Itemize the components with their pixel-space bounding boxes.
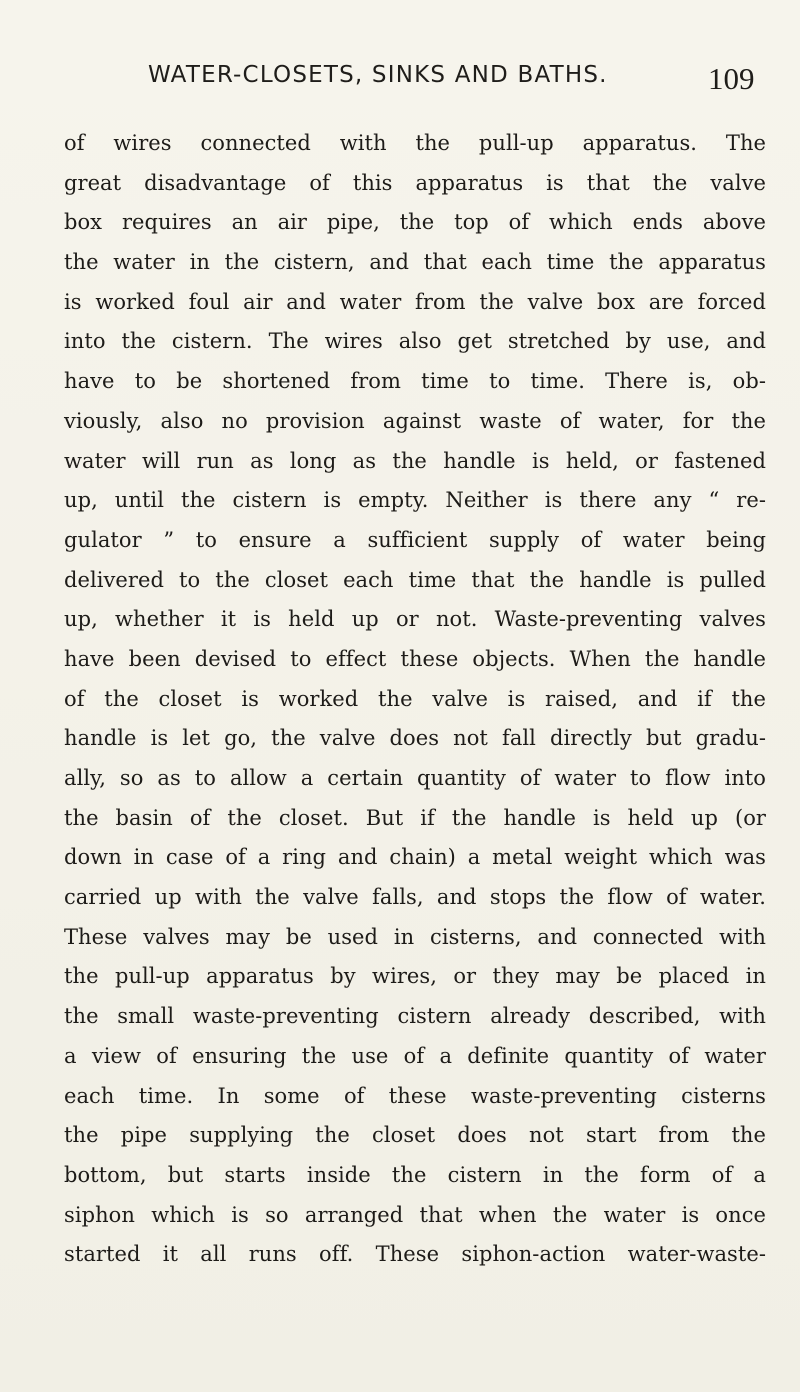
text-line: the pipe supplying the closet does not start from the <box>64 1123 766 1148</box>
text-line: the basin of the closet. But if the handle is held up (or <box>64 805 766 830</box>
text-line: siphon which is so arranged that when the water is once <box>64 1202 766 1227</box>
text-line: the water in the cistern, and that each time the apparatus <box>64 250 766 275</box>
page-header <box>148 61 755 102</box>
text-line: carried up with the valve falls, and stops the flow of water. <box>64 885 766 910</box>
running-head: WATER-CLOSETS, SINKS AND BATHS. <box>148 62 608 88</box>
text-line: have to be shortened from time to time. There is, ob- <box>64 369 766 394</box>
text-line: the small waste-preventing cistern already described, with <box>64 1004 766 1029</box>
text-line: viously, also no provision against waste of water, for the <box>64 408 766 433</box>
text-line: delivered to the closet each time that the handle is pulled <box>64 567 766 592</box>
text-line: each time. In some of these waste-preventing cisterns <box>64 1083 766 1108</box>
text-line: have been devised to effect these objects. When the handle <box>64 646 766 671</box>
text-line: These valves may be used in cisterns, and connected with <box>64 924 766 949</box>
text-line: water will run as long as the handle is held, or fastened <box>64 448 766 473</box>
body-text <box>64 130 766 1281</box>
text-line: down in case of a ring and chain) a metal weight which was <box>64 845 766 870</box>
text-line: of the closet is worked the valve is raised, and if the <box>64 686 766 711</box>
text-line: started it all runs off. These siphon-action water-waste- <box>64 1242 766 1267</box>
text-line: handle is let go, the valve does not fall directly but gradu- <box>64 726 766 751</box>
text-line: into the cistern. The wires also get stretched by use, and <box>64 329 766 354</box>
text-line: ally, so as to allow a certain quantity of water to flow into <box>64 766 766 790</box>
text-line: the pull-up apparatus by wires, or they may be placed in <box>64 964 766 989</box>
text-line: up, until the cistern is empty. Neither is there any “ re- <box>64 488 766 513</box>
text-line: gulator ” to ensure a sufficient supply of water being <box>64 527 766 552</box>
text-line: is worked foul air and water from the valve box are forced <box>64 289 766 314</box>
text-line: bottom, but starts inside the cistern in the form of a <box>64 1162 766 1187</box>
text-line: great disadvantage of this apparatus is that the valve <box>64 170 766 195</box>
text-line: a view of ensuring the use of a definite quantity of water <box>64 1043 766 1068</box>
text-line: of wires connected with the pull-up apparatus. The <box>64 131 766 155</box>
text-line: up, whether it is held up or not. Waste-preventing valves <box>64 607 766 632</box>
page-number: 109 <box>708 61 755 96</box>
text-line: box requires an air pipe, the top of which ends above <box>64 210 766 235</box>
